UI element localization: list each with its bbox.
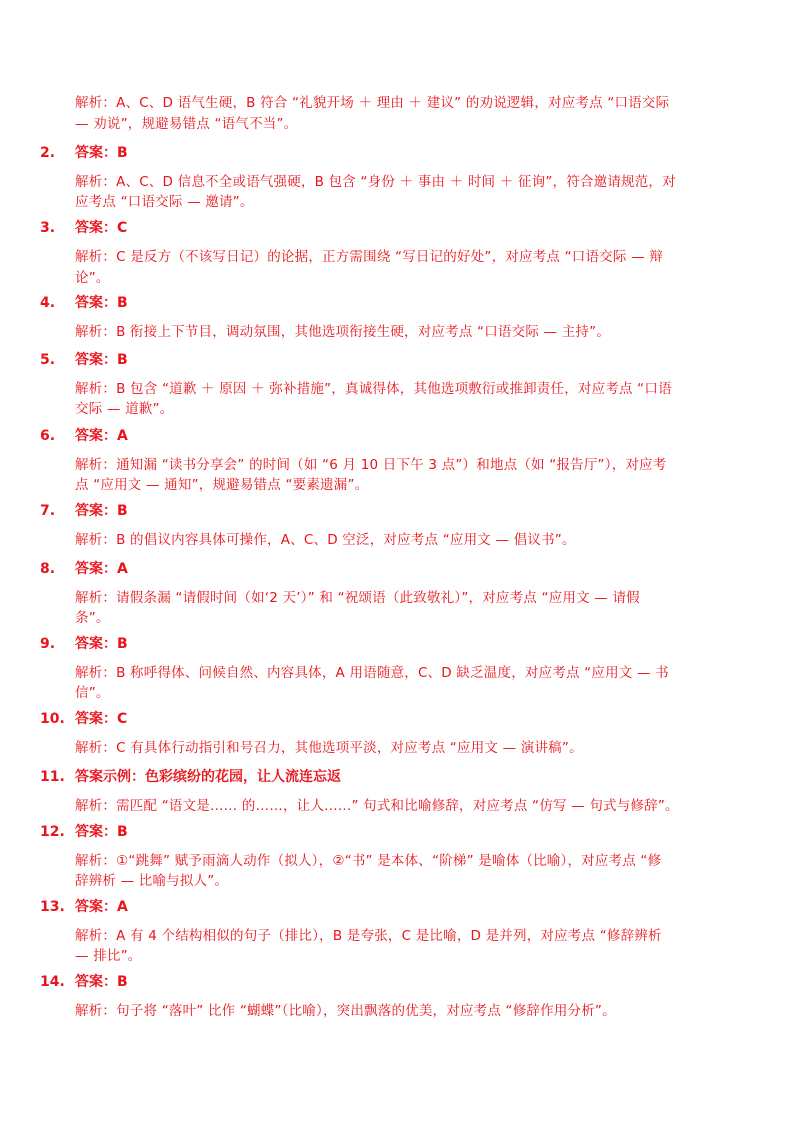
item-number: 11.	[40, 769, 65, 785]
explanation-line: 应考点 “口语交际 — 邀请”。	[75, 194, 254, 210]
explanation-line: 解析：A、C、D 信息不全或语气强硬，B 包含 “身份 ＋ 事由 ＋ 时间 ＋ 征询”，符合邀请规范，对	[75, 174, 676, 190]
explanation-line: 解析：需匹配 “语文是…… 的……，让人……” 句式和比喻修辞，对应考点 “仿写 — 句式与修辞”。	[75, 798, 679, 814]
explanation-line: 解析：B 的倡议内容具体可操作，A、C、D 空泛，对应考点 “应用文 — 倡议书”。	[75, 532, 576, 548]
explanation-line: 解析：请假条漏 “请假时间（如‘2 天’）” 和 “祝颂语（此致敬礼）”，对应考点 “应用文 — 请假	[75, 590, 640, 606]
answer-label: 答案示例：色彩缤纷的花园，让人流连忘返	[75, 769, 341, 785]
item-number: 2.	[40, 145, 56, 161]
item-number: 12.	[40, 824, 65, 840]
explanation-line: 信”。	[75, 685, 110, 701]
answer-label: 答案：B	[75, 352, 128, 368]
answer-label: 答案：B	[75, 824, 128, 840]
item-number: 4.	[40, 295, 56, 311]
answer-label: 答案：B	[75, 974, 128, 990]
answer-label: 答案：C	[75, 220, 128, 236]
explanation-line: 论”。	[75, 270, 110, 286]
item-number: 13.	[40, 899, 65, 915]
explanation-line: 解析：句子将 “落叶” 比作 “蝴蝶”（比喻），突出飘落的优美，对应考点 “修辞作用分析”。	[75, 1003, 616, 1019]
item-number: 14.	[40, 974, 65, 990]
explanation-line: 交际 — 道歉”。	[75, 401, 174, 417]
explanation-line: 解析：B 衔接上下节目，调动氛围，其他选项衔接生硬，对应考点 “口语交际 — 主持”。	[75, 324, 611, 340]
answer-label: 答案：A	[75, 899, 128, 915]
answer-label: 答案：A	[75, 428, 128, 444]
answer-label: 答案：B	[75, 636, 128, 652]
explanation-line: — 排比”。	[75, 948, 142, 964]
item-number: 3.	[40, 220, 56, 236]
explanation-line: 解析：C 是反方（不该写日记）的论据，正方需围绕 “写日记的好处”，对应考点 “口语交际 — 辩	[75, 249, 663, 265]
explanation-line: 解析：B 称呼得体、问候自然、内容具体，A 用语随意，C、D 缺乏温度，对应考点 “应用文 — 书	[75, 665, 669, 681]
item-number: 8.	[40, 561, 56, 577]
explanation-line: 解析：通知漏 “读书分享会” 的时间（如 “6 月 10 日下午 3 点”）和地点（如 “报告厅”），对应考	[75, 457, 667, 473]
answer-label: 答案：C	[75, 711, 128, 727]
explanation-line: 解析：B 包含 “道歉 ＋ 原因 ＋ 弥补措施”，真诚得体，其他选项敷衍或推卸责任，对应考点 “口语	[75, 381, 672, 397]
explanation-line: 解析：A 有 4 个结构相似的句子（排比），B 是夸张，C 是比喻，D 是并列，对应考点 “修辞辨析	[75, 928, 662, 944]
answer-label: 答案：A	[75, 561, 128, 577]
item-number: 10.	[40, 711, 65, 727]
item-number: 9.	[40, 636, 56, 652]
explanation-line: — 劝说”，规避易错点 “语气不当”。	[75, 116, 298, 132]
item-number: 7.	[40, 503, 56, 519]
item-number: 5.	[40, 352, 56, 368]
explanation-line: 条”。	[75, 610, 110, 626]
explanation-line: 解析：C 有具体行动指引和号召力，其他选项平淡，对应考点 “应用文 — 演讲稿”。	[75, 740, 583, 756]
answer-label: 答案：B	[75, 145, 128, 161]
item-number: 6.	[40, 428, 56, 444]
explanation-line: 解析：①“跳舞” 赋予雨滴人动作（拟人），②“书” 是本体、“阶梯” 是喻体（比喻），对应考点 “修	[75, 853, 662, 869]
explanation-line: 点 “应用文 — 通知”，规避易错点 “要素遗漏”。	[75, 477, 369, 493]
explanation-line: 解析：A、C、D 语气生硬，B 符合 “礼貌开场 ＋ 理由 ＋ 建议” 的劝说逻辑，对应考点 “口语交际	[75, 95, 670, 111]
answer-label: 答案：B	[75, 503, 128, 519]
explanation-line: 辞辨析 — 比喻与拟人”。	[75, 873, 229, 889]
answer-label: 答案：B	[75, 295, 128, 311]
